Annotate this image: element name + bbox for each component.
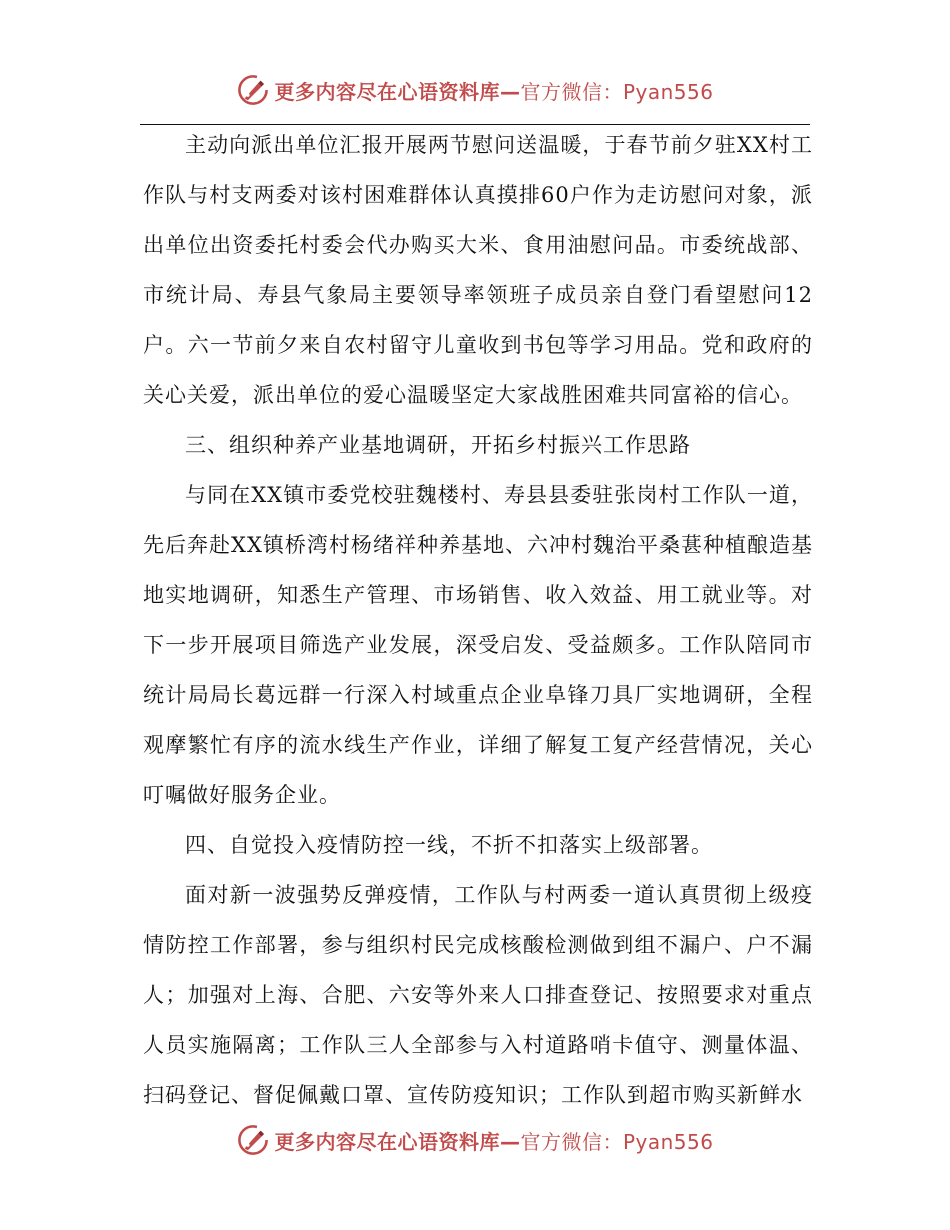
section-heading-4: 四、自觉投入疫情防控一线，不折不扣落实上级部署。 — [185, 833, 713, 857]
document-body — [143, 120, 813, 1120]
header-banner — [0, 68, 950, 112]
pen-nib-logo-icon — [236, 1123, 270, 1157]
header-banner-text — [274, 76, 713, 105]
footer-banner — [0, 1118, 950, 1162]
paragraph-1: 主动向派出单位汇报开展两节慰问送温暖，于春节前夕驻XX村工作队与村支两委对该村困难群体认真摸排60户作为走访慰问对象，派出单位出资委托村委会代办购买大米、食用油慰问品。市委统战部、市统计局、寿县气象局主要领导率领班子成员亲自登门看望慰问12户。六一节前夕来自农村留守儿童收到书包等学习用品。党和政府的关心关爱，派出单位的爱心温暖坚定大家战胜困难共同富裕的信心。 — [143, 133, 813, 407]
footer-banner-main: 更多内容尽在心语资料库— — [274, 1129, 521, 1154]
paragraph-3: 面对新一波强势反弹疫情，工作队与村两委一道认真贯彻上级疫情防控工作部署，参与组织村民完成核酸检测做到组不漏户、户不漏人；加强对上海、合肥、六安等外来人口排查登记、按照要求对重点人员实施隔离；工作队三人全部参与入村道路哨卡值守、测量体温、扫码登记、督促佩戴口罩、宣传防疫知识；工作队到超市购买新鲜水 — [143, 883, 813, 1107]
header-banner-main: 更多内容尽在心语资料库— — [274, 79, 521, 104]
footer-banner-wechat: 官方微信：Pyan556 — [520, 1129, 714, 1154]
footer-banner-text — [274, 1126, 713, 1155]
paragraph-2: 与同在XX镇市委党校驻魏楼村、寿县县委驻张岗村工作队一道，先后奔赴XX镇桥湾村杨绪祥种养基地、六冲村魏治平桑葚种植酿造基地实地调研，知悉生产管理、市场销售、收入效益、用工就业等。对下一步开展项目筛选产业发展，深受启发、受益颇多。工作队陪同市统计局局长葛远群一行深入村域重点企业阜锋刀具厂实地调研，全程观摩繁忙有序的流水线生产作业，详细了解复工复产经营情况，关心叮嘱做好服务企业。 — [143, 483, 813, 807]
pen-nib-logo-icon — [236, 73, 270, 107]
section-heading-3: 三、组织种养产业基地调研，开拓乡村振兴工作思路 — [185, 433, 691, 457]
header-banner-wechat: 官方微信：Pyan556 — [520, 79, 714, 104]
